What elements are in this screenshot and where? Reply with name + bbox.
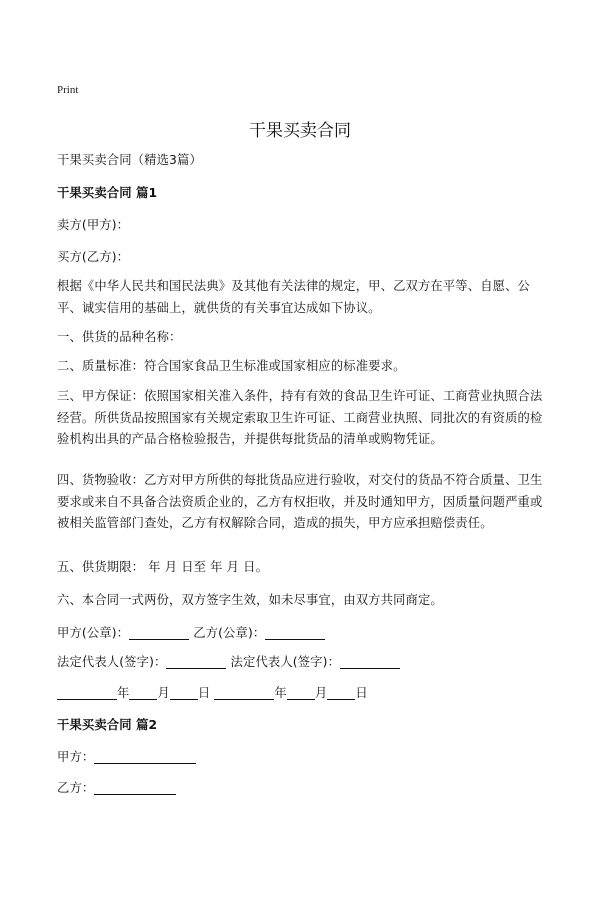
document-subtitle: 干果买卖合同（精选3篇） — [57, 153, 202, 167]
clause-5: 五、供货期限： 年 月 日至 年 月 日。 — [57, 560, 269, 574]
document-title: 干果买卖合同 — [249, 121, 351, 141]
date-b-day-blank — [327, 685, 355, 700]
clause-1: 一、供货的品种名称： — [57, 330, 182, 344]
party-b-label: 乙方： — [57, 781, 95, 795]
representative-row — [57, 652, 547, 674]
party-a-seal-label: 甲方(公章)： — [57, 626, 130, 640]
company-seal-row — [57, 623, 547, 645]
party-a-row — [57, 747, 547, 769]
party-a-label: 甲方： — [57, 750, 95, 764]
buyer-line: 买方(乙方)： — [57, 250, 130, 264]
date-b-day-label: 日 — [355, 686, 368, 700]
date-a-year-blank — [57, 685, 117, 700]
clause-6: 六、本合同一式两份，双方签字生效，如未尽事宜，由双方共同商定。 — [57, 593, 443, 607]
party-b-row — [57, 778, 547, 800]
date-a-year-label: 年 — [117, 686, 130, 700]
clause-2: 二、质量标准：符合国家食品卫生标准或国家相应的标准要求。 — [57, 359, 406, 373]
party-b-seal-blank — [265, 625, 325, 640]
party-a-seal-blank — [129, 625, 189, 640]
party-a-blank — [94, 749, 196, 764]
date-a-month-label: 月 — [157, 686, 170, 700]
date-row — [57, 683, 547, 705]
seller-line: 卖方(甲方)： — [57, 218, 130, 232]
date-a-day-label: 日 — [197, 686, 211, 700]
clause-4: 四、货物验收：乙方对甲方所供的每批货品应进行验收，对交付的货品不符合质量、卫生要求或来自不具备合法资质企业的，乙方有权拒收，并及时通知甲方，因质量问题严重或被相关监管部门查处，乙方有权解除合同，造成的损失，甲方应承担赔偿责任。 — [57, 473, 543, 530]
party-b-seal-label: 乙方(公章)： — [193, 626, 266, 640]
date-a-day-blank — [170, 685, 198, 700]
date-b-year-label: 年 — [274, 686, 287, 700]
rep-a-blank — [166, 654, 226, 669]
rep-b-blank — [340, 654, 400, 669]
party-b-blank — [94, 780, 176, 795]
section2-heading: 干果买卖合同 篇2 — [57, 718, 158, 732]
date-b-year-blank — [214, 685, 274, 700]
clause-3: 三、甲方保证：依照国家相关准入条件，持有有效的食品卫生许可证、工商营业执照合法经营。所供货品按照国家有关规定索取卫生许可证、工商营业执照、同批次的有资质的检验机构出具的产品合格检验报告，并提供每批货品的清单或购物凭证。 — [57, 389, 543, 446]
date-a-month-blank — [129, 685, 157, 700]
rep-a-label: 法定代表人(签字)： — [57, 655, 167, 669]
intro-paragraph: 根据《中华人民共和国民法典》及其他有关法律的规定，甲、乙双方在平等、自愿、公平、诚实信用的基础上，就供货的有关事宜达成如下协议。 — [57, 279, 530, 315]
section1-heading: 干果买卖合同 篇1 — [57, 186, 158, 200]
rep-b-label: 法定代表人(签字)： — [230, 655, 341, 669]
date-b-month-label: 月 — [314, 686, 328, 700]
date-b-month-blank — [287, 685, 315, 700]
print-label: Print — [57, 84, 79, 96]
